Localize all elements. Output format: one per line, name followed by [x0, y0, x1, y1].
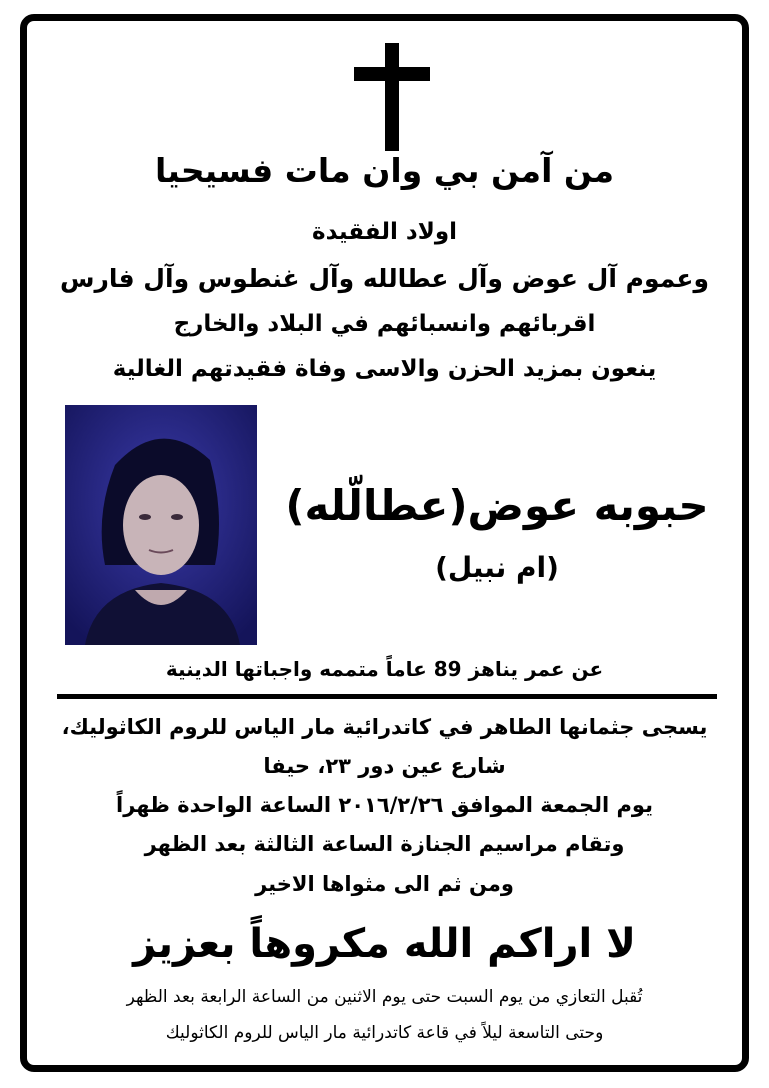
mourners-line-2: وعموم آل عوض وآل عطالله وآل غنطوس وآل فارس	[59, 264, 710, 293]
notice-frame	[20, 14, 749, 1072]
mourners-line-1: اولاد الفقيدة	[312, 219, 457, 245]
divider	[57, 694, 717, 699]
mourners-line-4: ينعون بمزيد الحزن والاسى وفاة فقيدتهم الغالية	[112, 356, 657, 382]
cross-icon	[354, 43, 430, 151]
funeral-line-3: يوم الجمعة الموافق ٢٠١٦/٢/٢٦ الساعة الواحدة ظهراً	[116, 793, 653, 817]
deceased-photo	[65, 405, 257, 645]
mourners-line-3: اقربائهم وانسبائهم في البلاد والخارج	[173, 311, 596, 337]
bible-verse: من آمن بي وان مات فسيحيا	[154, 151, 615, 190]
condolences-line-1: تُقبل التعازي من يوم السبت حتى يوم الاثنين من الساعة الرابعة بعد الظهر	[126, 987, 643, 1007]
condolences-line-2: وحتى التاسعة ليلاً في قاعة كاتدرائية مار الياس للروم الكاثوليك	[165, 1023, 604, 1043]
funeral-line-1: يسجى جثمانها الطاهر في كاتدرائية مار الياس للروم الكاثوليك،	[61, 715, 708, 739]
funeral-line-5: ومن ثم الى مثواها الاخير	[255, 872, 514, 896]
funeral-line-2: شارع عين دور ٢٣، حيفا	[263, 754, 506, 778]
age-line: عن عمر يناهز 89 عاماً متممه واجباتها الدينية	[165, 657, 604, 681]
deceased-name: حبوبه عوض(عطالّله)	[285, 481, 709, 530]
deceased-nickname: (ام نبيل)	[435, 551, 559, 584]
funeral-line-4: وتقام مراسيم الجنازة الساعة الثالثة بعد الظهر	[144, 832, 625, 856]
closing-phrase: لا اراكم الله مكروهاً بعزيز	[133, 921, 636, 967]
